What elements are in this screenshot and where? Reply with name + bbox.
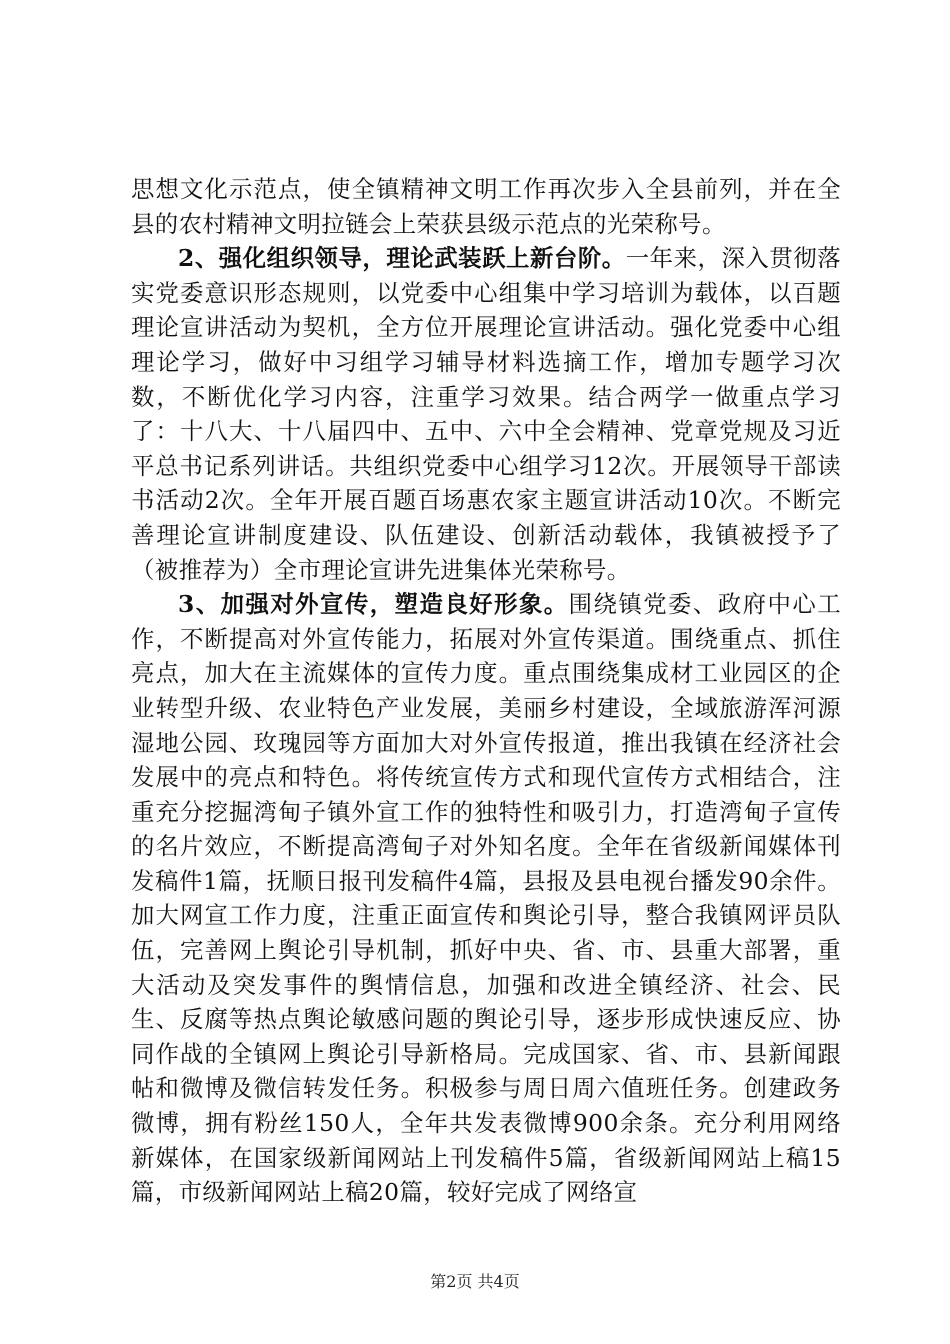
paragraph-text: 思想文化示范点，使全镇精神文明工作再次步入全县前列，并在全县的农村精神文明拉链会上荣获县级示范点的光荣称号。	[131, 175, 841, 238]
paragraph-organization-leadership	[131, 241, 841, 587]
document-body	[131, 172, 841, 1210]
paragraph-text: 一年来，深入贯彻落实党委意识形态规则，以党委中心组集中学习培训为载体，以百题理论宣讲活动为契机，全方位开展理论宣讲活动。强化党委中心组理论学习，做好中习组学习辅导材料选摘工作，增加专题学习次数，不断优化学习内容，注重学习效果。结合两学一做重点学习了：十八大、十八届四中、五中、六中全会精神、党章党规及习近平总书记系列讲话。共组织党委中心组学习12次。开展领导干部读书活动2次。全年开展百题百场惠农家主题宣讲活动10次。不断完善理论宣讲制度建设、队伍建设、创新活动载体，我镇被授予了（被推荐为）全市理论宣讲先进集体光荣称号。	[131, 244, 841, 584]
paragraph-external-publicity	[131, 587, 841, 1210]
paragraph-lead: 3、加强对外宣传，塑造良好形象。	[178, 590, 569, 619]
page-footer	[0, 1272, 950, 1292]
page-number: 第2页 共4页	[430, 1272, 520, 1291]
paragraph-text: 围绕镇党委、政府中心工作，不断提高对外宣传能力，拓展对外宣传渠道。围绕重点、抓住亮点，加大在主流媒体的宣传力度。重点围绕集成材工业园区的企业转型升级、农业特色产业发展，美丽乡村建设，全域旅游浑河源湿地公园、玫瑰园等方面加大对外宣传报道，推出我镇在经济社会发展中的亮点和特色。将传统宣传方式和现代宣传方式相结合，注重充分挖掘湾甸子镇外宣工作的独特性和吸引力，打造湾甸子宣传的名片效应，不断提高湾甸子对外知名度。全年在省级新闻媒体刊发稿件1篇，抚顺日报刊发稿件4篇，县报及县电视台播发90余件。加大网宣工作力度，注重正面宣传和舆论引导，整合我镇网评员队伍，完善网上舆论引导机制，抓好中央、省、市、县重大部署，重大活动及突发事件的舆情信息，加强和改进全镇经济、社会、民生、反腐等热点舆论敏感问题的舆论引导，逐步形成快速反应、协同作战的全镇网上舆论引导新格局。完成国家、省、市、县新闻跟帖和微博及微信转发任务。积极参与周日周六值班任务。创建政务微博，拥有粉丝150人，全年共发表微博900余条。充分利用网络新媒体，在国家级新闻网站上刊发稿件5篇，省级新闻网站上稿15篇，市级新闻网站上稿20篇，较好完成了网络宣	[131, 590, 841, 1207]
paragraph-continuation	[131, 172, 841, 241]
paragraph-lead: 2、强化组织领导，理论武装跃上新台阶。	[178, 244, 626, 273]
